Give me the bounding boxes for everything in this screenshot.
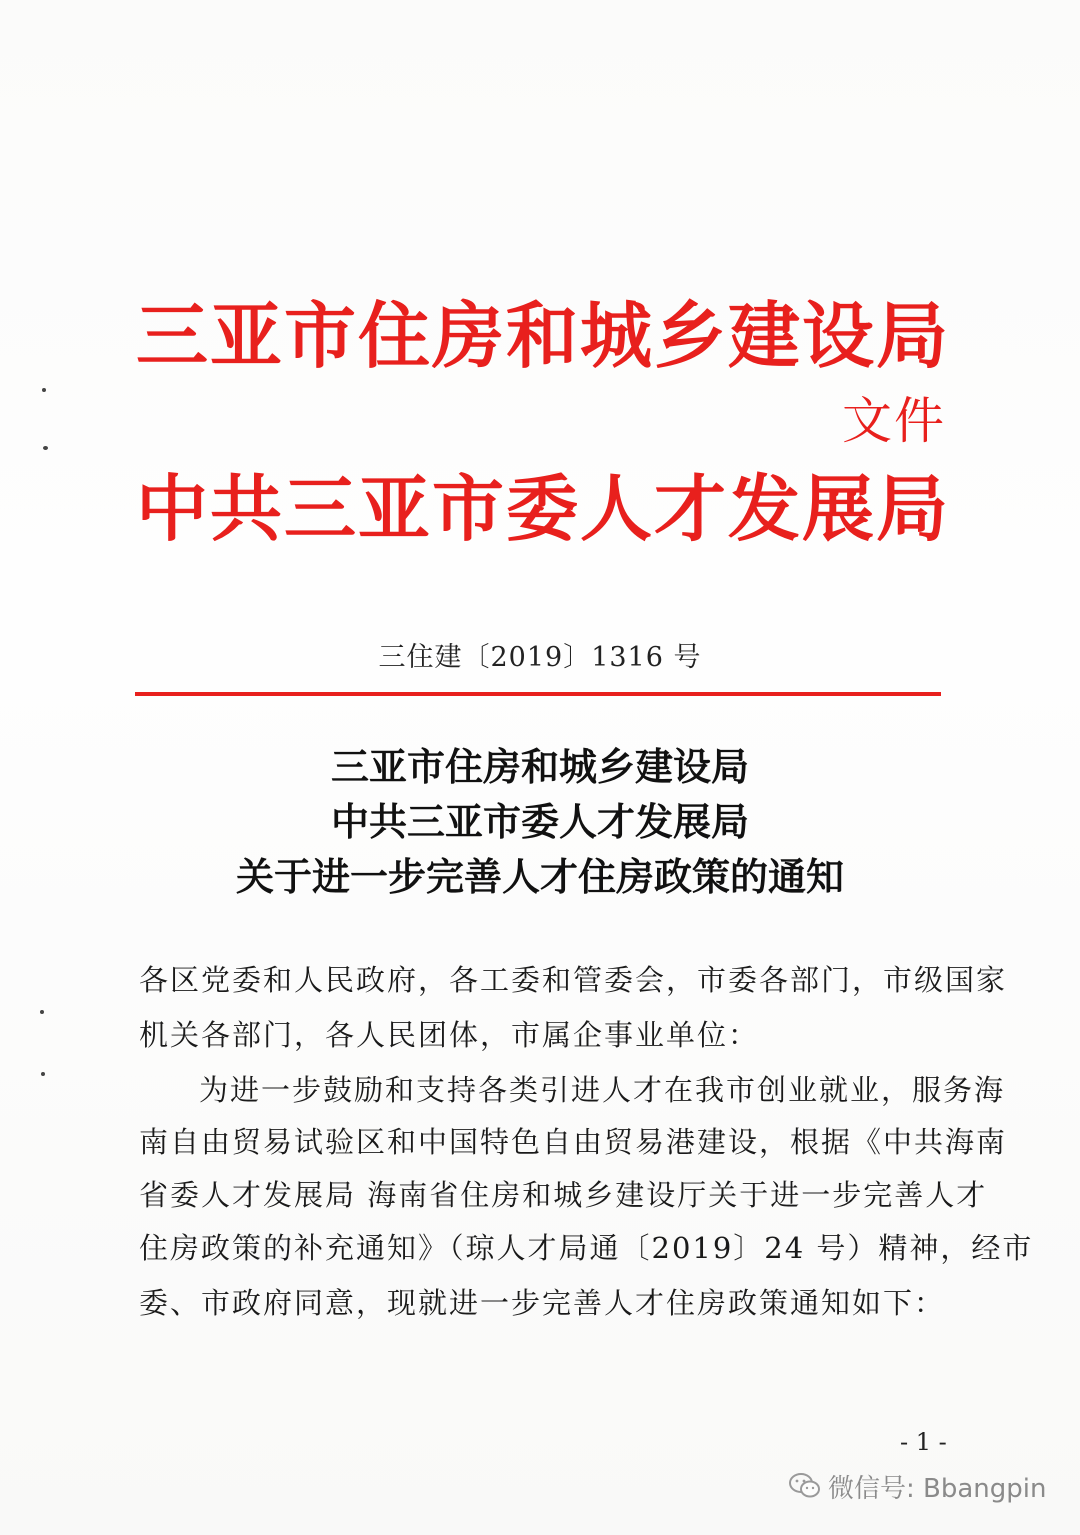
scan-speck [42, 388, 46, 392]
scan-speck [40, 1010, 44, 1014]
document-type-label: 文件 [842, 392, 946, 450]
wechat-watermark [788, 1466, 1047, 1506]
issuing-org-1: 三亚市住房和城乡建设局 [136, 293, 951, 378]
body-line: 住房政策的补充通知》（琼人才局通〔2019〕24 号）精神，经市 [139, 1231, 1034, 1265]
body-line: 为进一步鼓励和支持各类引进人才在我市创业就业，服务海 [199, 1073, 1006, 1107]
watermark-text: 微信号: Bbangpin [828, 1473, 1047, 1504]
body-line: 南自由贸易试验区和中国特色自由贸易港建设，根据《中共海南 [139, 1125, 1008, 1159]
title-line-1: 三亚市住房和城乡建设局 [330, 744, 749, 789]
wechat-icon [788, 1472, 822, 1500]
body-line: 委、市政府同意，现就进一步完善人才住房政策通知如下： [139, 1286, 946, 1320]
scan-speck [41, 1072, 45, 1076]
body-line: 各区党委和人民政府，各工委和管委会，市委各部门，市级国家 [139, 963, 1008, 997]
page-number: - 1 - [900, 1428, 947, 1456]
red-divider [135, 692, 941, 696]
title-line-3: 关于进一步完善人才住房政策的通知 [235, 854, 844, 899]
scan-speck [43, 446, 48, 450]
title-line-2: 中共三亚市委人才发展局 [330, 799, 749, 844]
body-line: 机关各部门，各人民团体，市属企事业单位： [139, 1018, 760, 1052]
body-line: 省委人才发展局 海南省住房和城乡建设厅关于进一步完善人才 [139, 1178, 988, 1212]
issuing-org-2: 中共三亚市委人才发展局 [136, 466, 951, 551]
document-number: 三住建〔2019〕1316 号 [378, 642, 702, 673]
